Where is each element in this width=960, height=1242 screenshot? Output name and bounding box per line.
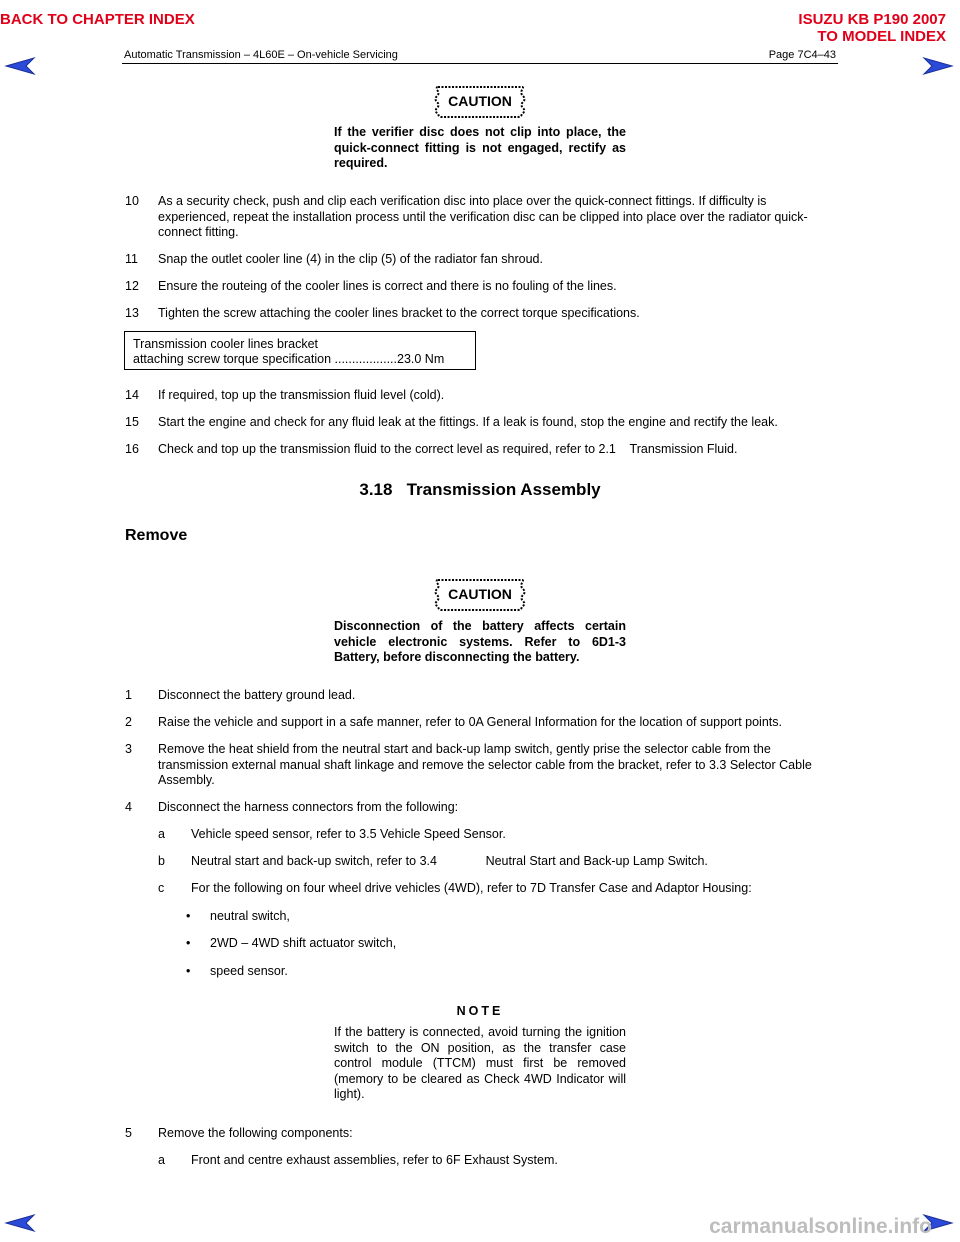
step-text: Disconnect the harness connectors from the following:	[158, 800, 459, 814]
bullet-text: neutral switch,	[210, 909, 290, 923]
substep-4c	[158, 881, 818, 897]
substep-4a	[158, 827, 818, 843]
spec-line-1: Transmission cooler lines bracket	[133, 337, 319, 351]
next-page-arrow-icon[interactable]	[922, 56, 954, 76]
step-12	[125, 279, 825, 295]
step-3	[125, 742, 825, 789]
section-title: 3.18 Transmission Assembly	[359, 480, 601, 499]
bullet-item	[186, 936, 396, 952]
bullet-text: speed sensor.	[210, 964, 288, 978]
step-number: 16	[125, 442, 139, 456]
step-text: If required, top up the transmission fluid level (cold).	[158, 388, 445, 402]
bullet-dot-icon: •	[186, 936, 191, 950]
step-number: 2	[125, 715, 132, 729]
step-text: Snap the outlet cooler line (4) in the clip (5) of the radiator fan shroud.	[158, 252, 543, 266]
back-to-model-index-link[interactable]: TO MODEL INDEX	[817, 28, 946, 45]
back-to-chapter-index-link[interactable]: BACK TO CHAPTER INDEX	[0, 11, 195, 28]
step-number: 5	[125, 1126, 132, 1140]
bullet-dot-icon: •	[186, 964, 191, 978]
step-text: Ensure the routeing of the cooler lines is correct and there is no fouling of the lines.	[158, 279, 617, 293]
step-1	[125, 688, 825, 704]
substep-letter: c	[158, 881, 165, 895]
note-label: NOTE	[456, 1004, 504, 1018]
step-13	[125, 306, 825, 322]
step-text: Start the engine and check for any fluid leak at the fittings. If a leak is found, stop the engine and rectify the leak.	[158, 415, 778, 429]
step-number: 11	[125, 252, 138, 266]
step-number: 14	[125, 388, 139, 402]
caution-message: If the verifier disc does not clip into place, the quick-connect fitting is not engaged, rectify as required.	[334, 125, 626, 170]
caution-badge	[432, 84, 528, 120]
remove-heading: Remove	[125, 527, 188, 544]
substep-5a	[158, 1153, 818, 1169]
watermark: carmanualsonline.info	[709, 1215, 932, 1238]
substep-text: Vehicle speed sensor, refer to 3.5 Vehicle Speed Sensor.	[191, 827, 506, 841]
document-header-title: Automatic Transmission – 4L60E – On-vehicle Servicing	[124, 49, 398, 61]
step-number: 3	[125, 742, 132, 756]
step-text: Raise the vehicle and support in a safe manner, refer to 0A General Information for the location of support points.	[158, 715, 782, 729]
step-4	[125, 800, 825, 816]
torque-spec-box	[124, 331, 476, 370]
bullet-item	[186, 964, 288, 980]
substep-letter: a	[158, 827, 165, 841]
step-15	[125, 415, 825, 431]
step-number: 10	[125, 194, 139, 208]
caution-badge-2	[432, 577, 528, 613]
caution-label: CAUTION	[448, 93, 512, 109]
step-text: As a security check, push and clip each verification disc into place over the quick-connect fittings. If difficulty is experienced, repeat the installation process until the verification disc can be clipped into place over the radiator quick-connect fitting.	[158, 194, 808, 239]
step-text: Tighten the screw attaching the cooler lines bracket to the correct torque specifications.	[158, 306, 640, 320]
step-number: 13	[125, 306, 139, 320]
step-number: 4	[125, 800, 132, 814]
step-11	[125, 252, 825, 268]
substep-text: Neutral start and back-up switch, refer to 3.4 Neutral Start and Back-up Lamp Switch.	[191, 854, 708, 868]
step-number: 1	[125, 688, 132, 702]
step-2	[125, 715, 825, 731]
step-16	[125, 442, 825, 458]
substep-4b	[158, 854, 818, 870]
step-text: Remove the heat shield from the neutral start and back-up lamp switch, gently prise the selector cable from the transmission external manual shaft linkage and remove the selector cable from the bracket, refer to 3.3 Selector Cable Assembly.	[158, 742, 812, 787]
substep-text: For the following on four wheel drive vehicles (4WD), refer to 7D Transfer Case and Adaptor Housing:	[191, 881, 752, 895]
previous-page-arrow-icon[interactable]	[4, 56, 36, 76]
substep-letter: b	[158, 854, 165, 868]
substep-text: Front and centre exhaust assemblies, refer to 6F Exhaust System.	[191, 1153, 558, 1167]
caution-label: CAUTION	[448, 586, 512, 602]
substep-letter: a	[158, 1153, 165, 1167]
header-rule	[122, 63, 838, 64]
bullet-dot-icon: •	[186, 909, 191, 923]
step-number: 15	[125, 415, 139, 429]
step-number: 12	[125, 279, 139, 293]
bullet-text: 2WD – 4WD shift actuator switch,	[210, 936, 397, 950]
previous-page-arrow-bottom-icon[interactable]	[4, 1213, 36, 1233]
step-5	[125, 1126, 825, 1142]
bullet-item	[186, 909, 290, 925]
step-text: Disconnect the battery ground lead.	[158, 688, 356, 702]
model-title: ISUZU KB P190 2007	[798, 11, 946, 28]
spec-line-2: attaching screw torque specification ..................23.0 Nm	[133, 352, 445, 366]
caution-message-2: Disconnection of the battery affects certain vehicle electronic systems. Refer to 6D1-3 Battery, before disconnecting the battery.	[334, 619, 626, 664]
step-text: Remove the following components:	[158, 1126, 353, 1140]
page-number: Page 7C4–43	[768, 49, 836, 61]
note-text: If the battery is connected, avoid turning the ignition switch to the ON position, as the transfer case control module (TTCM) must first be removed (memory to be cleared as Check 4WD Indicator will light).	[334, 1025, 626, 1101]
step-10	[125, 194, 825, 241]
step-14	[125, 388, 825, 404]
step-text: Check and top up the transmission fluid to the correct level as required, refer to 2.1 Transmission Fluid.	[158, 442, 738, 456]
